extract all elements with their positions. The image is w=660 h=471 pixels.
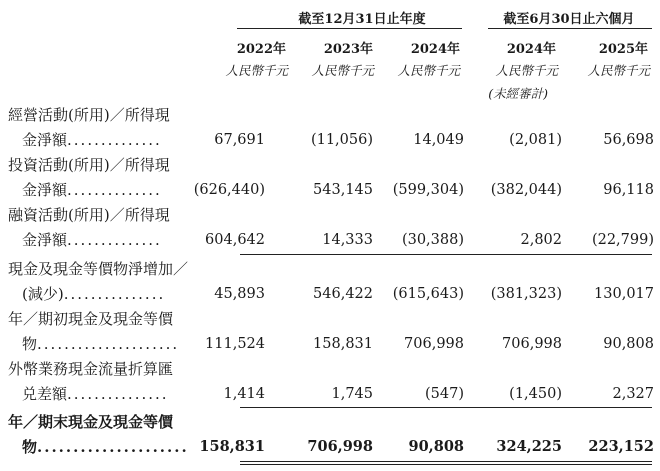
- row-label: 外幣業務現金流量折算匯: [8, 360, 174, 378]
- row-label-cont: 物.....................: [22, 335, 180, 353]
- unit-label-2022: 人民幣千元: [225, 63, 288, 78]
- total-cell-2024: 90,808: [408, 438, 464, 455]
- year-header-2022: 2022年: [236, 42, 286, 57]
- total-top-rule: [240, 407, 652, 408]
- year-header-2024: 2024年: [410, 42, 460, 57]
- cell-2025-h1: 56,698: [603, 132, 654, 148]
- row-label-cont: 金淨額..............: [22, 181, 162, 199]
- cell-2024: 14,049: [413, 132, 464, 148]
- row-label: 現金及現金等價物淨增加／: [8, 260, 189, 278]
- header-group-six-months: 截至6月30日止六個月: [503, 12, 635, 27]
- row-label-cont: 兑差額...............: [22, 385, 169, 403]
- cell-2022: 1,414: [223, 386, 265, 402]
- year-header-2024-h1: 2024年: [506, 42, 556, 57]
- cell-2025-h1: 2,327: [612, 386, 654, 402]
- cell-2024-h1: 706,998: [502, 336, 562, 352]
- header-group-year-ended-rule: [237, 28, 462, 29]
- row-label-total-cont: 物.....................: [22, 438, 189, 456]
- row-label-cont: 金淨額..............: [22, 231, 162, 249]
- cell-2022: 111,524: [205, 336, 265, 352]
- cell-2022: 604,642: [205, 232, 265, 248]
- cell-2024: (599,304): [392, 182, 464, 198]
- cell-2022: 45,893: [214, 286, 265, 302]
- row-label: 投資活動(所用)／所得現: [8, 156, 170, 174]
- cell-2023: 546,422: [313, 286, 373, 302]
- header-group-year-ended: 截至12月31日止年度: [298, 12, 426, 27]
- cell-2024: (547): [425, 386, 464, 402]
- row-label-total: 年／期末現金及現金等價: [8, 413, 174, 431]
- cell-2025-h1: 130,017: [594, 286, 654, 302]
- year-header-2025-h1: 2025年: [598, 42, 648, 57]
- subtotal-rule: [240, 254, 652, 255]
- cell-2022: 67,691: [214, 132, 265, 148]
- cell-2023: 14,333: [322, 232, 373, 248]
- total-cell-2024-h1: 324,225: [496, 438, 562, 455]
- cell-2024-h1: (382,044): [490, 182, 562, 198]
- cell-2024-h1: (2,081): [509, 132, 562, 148]
- unit-label-2024: 人民幣千元: [397, 63, 460, 78]
- total-cell-2023: 706,998: [307, 438, 373, 455]
- row-label-cont: 金淨額..............: [22, 131, 162, 149]
- cell-2024: (30,388): [401, 232, 464, 248]
- unit-label-2023: 人民幣千元: [311, 63, 374, 78]
- row-label: 年／期初現金及現金等價: [8, 310, 174, 328]
- year-header-2023: 2023年: [323, 42, 373, 57]
- total-double-rule: [240, 461, 652, 465]
- cell-2023: 158,831: [313, 336, 373, 352]
- cell-2023: 1,745: [331, 386, 373, 402]
- cell-2024: (615,643): [392, 286, 464, 302]
- cell-2023: 543,145: [313, 182, 373, 198]
- cell-2022: (626,440): [193, 182, 265, 198]
- cell-2024-h1: 2,802: [520, 232, 562, 248]
- cell-2024-h1: (381,323): [490, 286, 562, 302]
- cell-2025-h1: 90,808: [603, 336, 654, 352]
- unit-label-2025-h1: 人民幣千元: [587, 63, 650, 78]
- cell-2025-h1: 96,118: [603, 182, 654, 198]
- row-label: 融資活動(所用)／所得現: [8, 206, 170, 224]
- total-cell-2025-h1: 223,152: [588, 438, 654, 455]
- unaudited-note: (未經審計): [488, 86, 548, 101]
- unit-label-2024-h1: 人民幣千元: [495, 63, 558, 78]
- row-label-cont: (減少)...............: [22, 285, 166, 303]
- cell-2024: 706,998: [404, 336, 464, 352]
- cell-2023: (11,056): [310, 132, 373, 148]
- cell-2024-h1: (1,450): [509, 386, 562, 402]
- header-group-six-months-rule: [488, 28, 652, 29]
- row-label: 經營活動(所用)／所得現: [8, 106, 170, 124]
- total-cell-2022: 158,831: [199, 438, 265, 455]
- cell-2025-h1: (22,799): [591, 232, 654, 248]
